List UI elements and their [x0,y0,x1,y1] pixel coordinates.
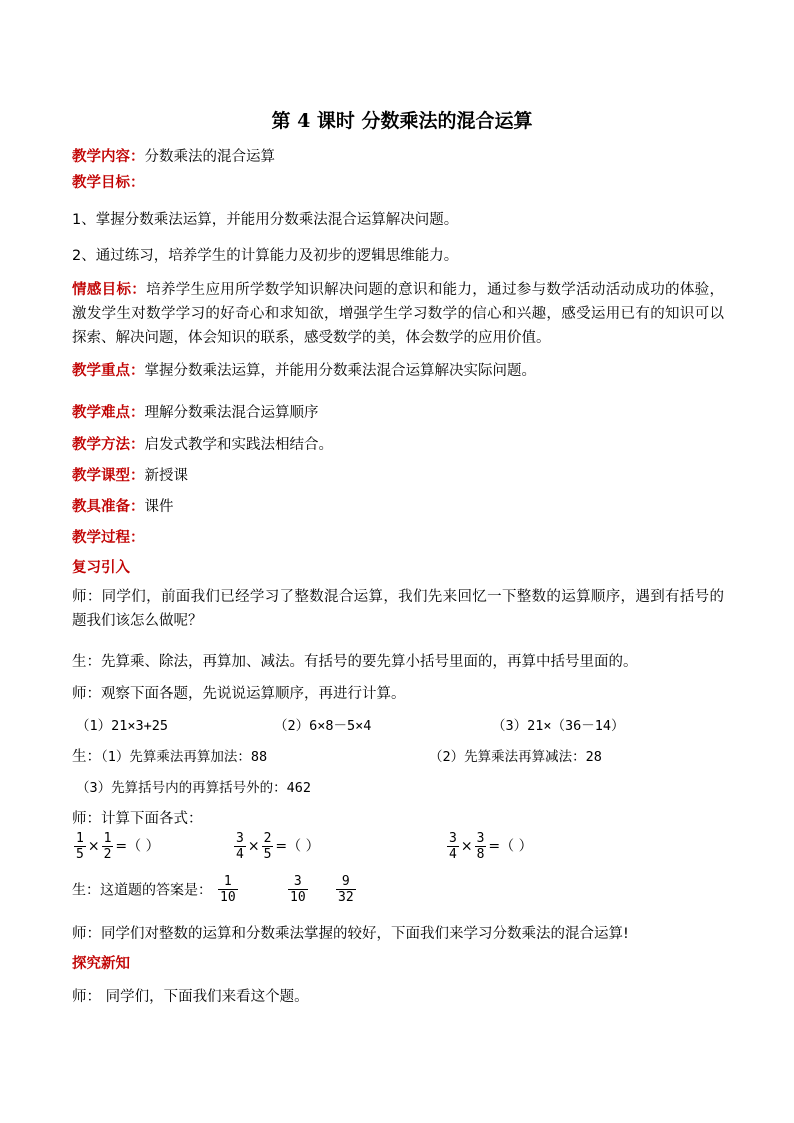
explore-teacher-line: 师： 同学们，下面我们来看这个题。 [72,989,309,1005]
exercise-3: （3）21×（36－14） [492,718,625,734]
goals-label: 教学目标： [72,175,145,191]
teaching-method: 教学方法：启发式教学和实践法相结合。 [72,437,333,453]
emotion-goal [72,278,724,350]
teaching-content [72,145,275,166]
answer-fraction-3: $\frac{9}{32}$ [338,874,354,905]
student-line-1: 生：先算乘、除法，再算加、减法。有括号的要先算小括号里面的，再算中括号里面的。 [72,654,638,670]
answer-fraction-1: $\frac{1}{10}$ [220,874,236,905]
review-heading: 复习引入 [72,560,130,576]
content-text: 分数乘法的混合运算 [144,149,275,165]
fraction-exercise-2 [232,831,320,862]
answer-line-1 [72,745,267,766]
fraction: $\frac{3}{4}$ [236,831,244,862]
teaching-tools: 教具准备：课件 [72,499,174,515]
blank-answer: =（ ） [488,838,533,855]
emotion-label: 情感目标： [72,282,147,298]
student-line-2: 生：这道题的答案是： $\frac{1}{10}$ [72,874,236,905]
content-label: 教学内容： [72,149,145,165]
exercise-2: （2）6×8－5×4 [274,718,372,734]
teaching-key: 教学重点：掌握分数乘法运算，并能用分数乘法混合运算解决实际问题。 [72,363,536,379]
process-label: 教学过程： [72,530,145,546]
fraction-exercise-3 [445,831,533,862]
answer-fraction-2: $\frac{3}{10}$ [290,874,306,905]
fraction: $\frac{3}{8}$ [476,831,485,862]
answer-2: （2）先算乘法再算减法：28 [429,749,602,765]
teacher-line-1: 师：同学们，前面我们已经学习了整数混合运算，我们先来回忆一下整数的运算顺序，遇到有括号的题我们该怎么做呢？ [72,589,724,629]
goal-item-1: 1、掌握分数乘法运算，并能用分数乘法混合运算解决问题。 [72,212,459,228]
fraction-exercise-1 [72,831,160,862]
fraction: $\frac{1}{2}$ [103,831,112,862]
times-sign: × [247,838,260,855]
fraction: $\frac{2}{5}$ [263,831,272,862]
teacher-line-2: 师：观察下面各题，先说说运算顺序，再进行计算。 [72,686,406,702]
times-sign: × [460,838,473,855]
teaching-difficulty: 教学难点：理解分数乘法混合运算顺序 [72,405,319,421]
exercise-1: （1）21×3+25 [76,718,169,734]
answer-prefix: 生： [72,749,101,765]
goal-item-2: 2、通过练习，培养学生的计算能力及初步的逻辑思维能力。 [72,248,459,264]
explore-heading: 探究新知 [72,956,130,972]
answer-3: （3）先算括号内的再算括号外的：462 [76,780,312,796]
blank-answer: =（ ） [115,838,160,855]
blank-answer: =（ ） [275,838,320,855]
page-title: 第 4 课时 分数乘法的混合运算 [271,110,533,132]
emotion-text: 培养学生应用所学数学知识解决问题的意识和能力，通过参与数学活动活动成功的体验，激发学生对数学学习的好奇心和求知欲，增强学生学习数学的信心和兴趣，感受运用已有的知识可以探索、解决问题，体会知识的联系，感受数学的美，体会数学的应用价值。 [72,282,725,346]
fraction: $\frac{3}{4}$ [449,831,457,862]
teacher-line-3: 师：计算下面各式： [72,811,203,827]
fraction: $\frac{1}{5}$ [76,831,84,862]
lesson-type: 教学课型：新授课 [72,468,188,484]
teacher-line-4: 师：同学们对整数的运算和分数乘法掌握的较好，下面我们来学习分数乘法的混合运算! [72,926,629,942]
answer-1: （1）先算乘法再算加法：88 [101,749,268,765]
times-sign: × [87,838,100,855]
